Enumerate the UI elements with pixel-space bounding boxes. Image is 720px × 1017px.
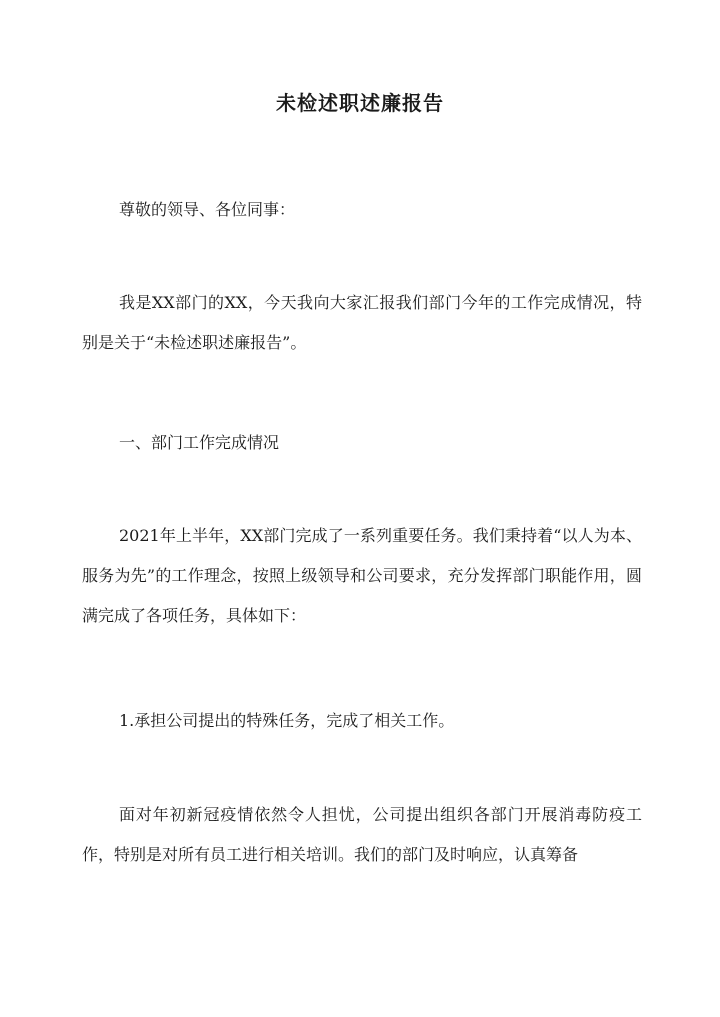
list-item: 1.承担公司提出的特殊任务，完成了相关工作。 bbox=[119, 711, 455, 730]
greeting-paragraph: 尊敬的领导、各位同事： bbox=[119, 200, 296, 219]
item-body-paragraph: 面对年初新冠疫情依然令人担忧，公司提出组织各部门开展消毒防疫工作，特别是对所有员工进行相关培训。我们的部门及时响应，认真筹备 bbox=[82, 805, 642, 864]
section-body-paragraph: 2021年上半年，XX部门完成了一系列重要任务。我们秉持着“以人为本、服务为先”的工作理念，按照上级领导和公司要求，充分发挥部门职能作用，圆满完成了各项任务，具体如下： bbox=[82, 526, 642, 625]
intro-paragraph: 我是XX部门的XX，今天我向大家汇报我们部门今年的工作完成情况，特别是关于“未检述职述廉报告”。 bbox=[82, 293, 642, 352]
section-heading: 一、部门工作完成情况 bbox=[119, 433, 280, 452]
document-title: 未检述职述廉报告 bbox=[276, 91, 444, 115]
